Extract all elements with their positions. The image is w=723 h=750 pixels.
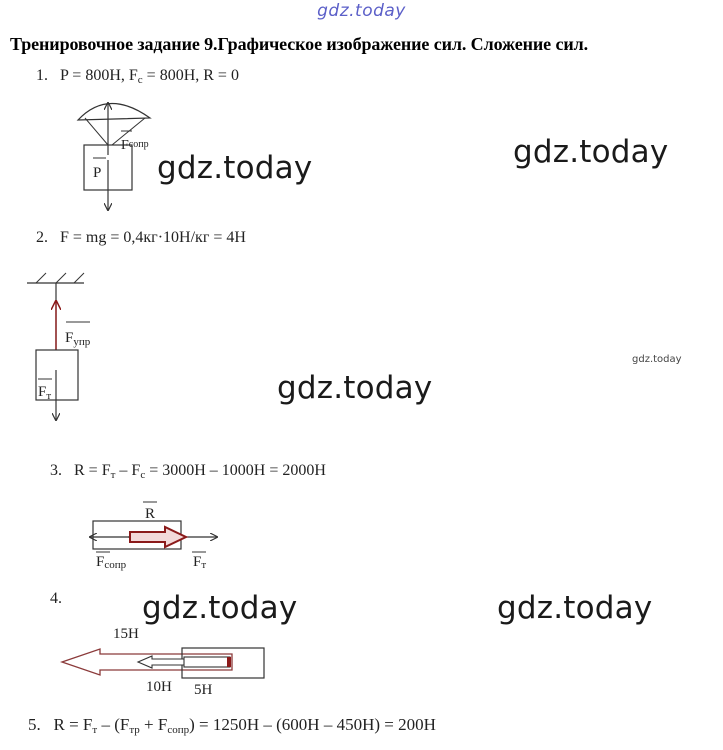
task-number: 2.: [36, 229, 48, 246]
watermark: gdz.today: [513, 134, 669, 170]
watermark: gdz.today: [277, 370, 433, 406]
formula-text: R = F: [53, 715, 93, 734]
diagram-4-forces: [62, 626, 264, 698]
site-logo[interactable]: gdz.today: [317, 1, 406, 21]
parachute-line: [85, 118, 108, 145]
formula-text: ) = 1250H – (600H – 450H) = 200H: [189, 715, 436, 734]
watermark: gdz.today: [157, 150, 313, 186]
gravity-label: $F_т$: [38, 384, 52, 402]
watermark: gdz.today: [632, 354, 682, 365]
parachute-canopy: [78, 103, 150, 120]
diagram-1-parachute: [78, 103, 150, 210]
force-10h-label: 10H: [146, 679, 172, 695]
drag-label: Fсопр: [96, 554, 127, 571]
page-title: Тренировочное задание 9.Графическое изображение сил. Сложение сил.: [10, 34, 589, 54]
force-5h-label: 5H: [194, 682, 213, 698]
thrust-label: Fт: [193, 554, 207, 571]
task-number: 3.: [50, 462, 62, 479]
ceiling-hatch: [56, 273, 66, 283]
formula-text: = 800H, R = 0: [142, 67, 239, 84]
elastic-label: $F_{упр}$: [65, 330, 91, 348]
formula-sub: c: [137, 74, 143, 86]
formula-sub: с: [140, 469, 146, 481]
force-5h-arrow: [184, 657, 230, 667]
formula-text: R = F: [74, 462, 111, 479]
ceiling-hatch: [36, 273, 46, 283]
ceiling-hatch: [74, 273, 84, 283]
resultant-label: R: [145, 506, 156, 522]
watermark: gdz.today: [142, 590, 298, 626]
formula-text: + F: [139, 715, 168, 734]
formula-sub: т: [92, 724, 98, 736]
diagram-3-resultant: [90, 502, 217, 571]
diagram-2-hanging-weight: [27, 273, 91, 420]
formula-text: – (F: [97, 715, 130, 734]
formula-text: = 3000H – 1000H = 2000H: [145, 462, 326, 479]
task-number: 5.: [28, 715, 41, 734]
watermark: gdz.today: [497, 590, 653, 626]
weight-label: P: [93, 165, 102, 181]
formula-text: P = 800H, F: [60, 67, 138, 84]
formula-sub: сопр: [167, 724, 190, 736]
application-point: [227, 657, 231, 667]
task-number: 1.: [36, 67, 48, 84]
formula-text: F = mg = 0,4кг·10Н/кг = 4Н: [60, 229, 246, 246]
formula-sub: т: [110, 469, 116, 481]
formula-text: – F: [115, 462, 141, 479]
drag-label: Fсопр: [121, 138, 149, 153]
formula-sub: тр: [129, 724, 140, 736]
task-4-number: 4.: [50, 590, 62, 607]
force-15h-label: 15H: [113, 626, 139, 642]
